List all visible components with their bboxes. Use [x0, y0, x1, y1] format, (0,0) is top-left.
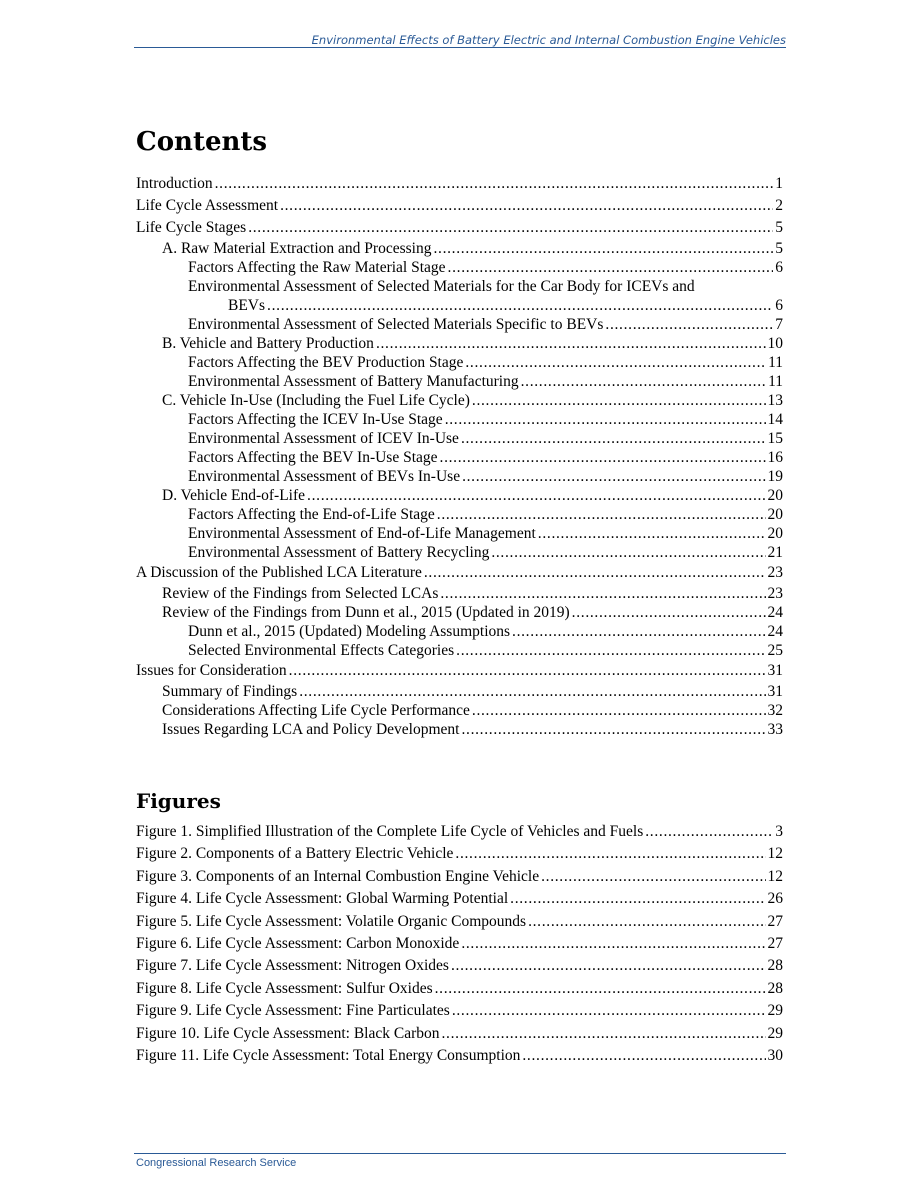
dot-leader	[442, 1023, 766, 1045]
dot-leader	[510, 888, 765, 910]
toc-line	[136, 1045, 783, 1067]
dot-leader	[424, 562, 766, 584]
toc-page-number: 19	[767, 468, 783, 485]
figure-entry-text: Figure 7. Life Cycle Assessment: Nitrogen Oxides	[136, 957, 449, 975]
figure-entry-text: Figure 9. Life Cycle Assessment: Fine Particulates	[136, 1002, 450, 1020]
dot-leader	[521, 372, 766, 391]
figure-page-number: 12	[767, 845, 783, 863]
dot-leader	[376, 334, 766, 353]
figure-entry[interactable]	[136, 821, 783, 843]
toc-page-number: 5	[775, 219, 783, 236]
toc-line	[136, 888, 783, 910]
toc-line	[136, 660, 783, 682]
figure-page-number: 30	[767, 1046, 783, 1064]
toc-line	[162, 334, 783, 353]
toc-entry-text: B. Vehicle and Battery Production	[162, 335, 374, 352]
toc-line	[136, 911, 783, 933]
toc-page-number: 14	[767, 411, 783, 428]
dot-leader	[605, 315, 773, 334]
dot-leader	[289, 660, 766, 682]
toc-line	[188, 641, 783, 660]
toc-entry[interactable]	[136, 524, 783, 543]
toc-line	[162, 603, 783, 622]
toc-page-number: 23	[767, 564, 783, 581]
toc-page-number: 24	[767, 604, 783, 621]
dot-leader	[435, 978, 766, 1000]
toc-line	[136, 843, 783, 865]
figure-page-number: 3	[775, 823, 783, 840]
figure-page-number: 26	[767, 890, 783, 908]
toc-page-number: 13	[767, 392, 783, 409]
header-rule	[134, 47, 786, 48]
toc-line	[136, 955, 783, 977]
toc-entry-text: A Discussion of the Published LCA Literature	[136, 564, 422, 581]
toc-entry-text: Factors Affecting the ICEV In-Use Stage	[188, 411, 443, 428]
toc-page-number: 25	[767, 642, 783, 659]
figure-entry[interactable]	[136, 911, 783, 933]
toc-page-number: 6	[775, 297, 783, 314]
toc-page-number: 33	[767, 721, 783, 738]
toc-entry-text: Factors Affecting the Raw Material Stage	[188, 259, 446, 276]
toc-entry[interactable]	[136, 682, 783, 701]
contents-title: Contents	[136, 127, 268, 157]
toc-entry[interactable]	[136, 239, 783, 258]
toc-entry[interactable]	[136, 353, 783, 372]
toc-entry-text: Environmental Assessment of BEVs In-Use	[188, 468, 461, 485]
toc-line	[136, 562, 783, 584]
dot-leader	[538, 524, 766, 543]
toc-line	[188, 296, 783, 315]
dot-leader	[299, 682, 765, 701]
toc-line	[188, 258, 783, 277]
toc-entry[interactable]	[136, 603, 783, 622]
toc-page-number: 15	[767, 430, 783, 447]
toc-entry-text: Environmental Assessment of ICEV In-Use	[188, 430, 459, 447]
dot-leader	[462, 467, 765, 486]
dot-leader	[541, 866, 765, 888]
toc-line	[188, 524, 783, 543]
toc-line	[162, 682, 783, 701]
figure-entry-text: Figure 2. Components of a Battery Electric Vehicle	[136, 845, 454, 863]
figure-page-number: 28	[767, 957, 783, 975]
toc-entry-text: Dunn et al., 2015 (Updated) Modeling Assumptions	[188, 623, 511, 640]
figure-entry-text: Figure 8. Life Cycle Assessment: Sulfur Oxides	[136, 979, 433, 997]
toc-entry[interactable]	[136, 584, 783, 603]
toc-page-number: 2	[775, 197, 783, 214]
figure-entry[interactable]	[136, 888, 783, 910]
toc-line	[162, 720, 783, 739]
dot-leader	[572, 603, 766, 622]
figure-entry[interactable]	[136, 1000, 783, 1022]
dot-leader	[280, 195, 773, 217]
toc-page-number: 20	[767, 525, 783, 542]
dot-leader	[437, 505, 766, 524]
toc-line	[162, 486, 783, 505]
figure-entry[interactable]	[136, 1045, 783, 1067]
toc-line	[188, 467, 783, 486]
toc-entry-text: Factors Affecting the BEV In-Use Stage	[188, 449, 438, 466]
footer-rule	[134, 1153, 786, 1154]
toc-entry-text: A. Raw Material Extraction and Processing	[162, 240, 432, 257]
toc-entry[interactable]	[136, 641, 783, 660]
toc-entry[interactable]	[136, 660, 783, 682]
toc-entry[interactable]	[136, 277, 783, 315]
dot-leader	[440, 448, 766, 467]
figures-title: Figures	[136, 789, 221, 813]
dot-leader	[465, 353, 766, 372]
figure-page-number: 29	[767, 1002, 783, 1020]
figure-page-number: 29	[767, 1024, 783, 1042]
figure-page-number: 27	[767, 934, 783, 952]
toc-line	[188, 429, 783, 448]
toc-line	[136, 217, 783, 239]
toc-entry[interactable]	[136, 701, 783, 720]
toc-entry[interactable]	[136, 505, 783, 524]
dot-leader	[461, 429, 766, 448]
toc-line	[162, 239, 783, 258]
toc-entry-text-line1: Environmental Assessment of Selected Materials for the Car Body for ICEVs and	[188, 278, 695, 295]
toc-entry-text: Summary of Findings	[162, 683, 298, 700]
figure-entry-text: Figure 5. Life Cycle Assessment: Volatile Organic Compounds	[136, 912, 527, 930]
figure-page-number: 27	[767, 912, 783, 930]
dot-leader	[461, 720, 765, 739]
toc-line	[188, 448, 783, 467]
dot-leader	[456, 641, 765, 660]
toc-entry[interactable]	[136, 467, 783, 486]
dot-leader	[440, 584, 765, 603]
toc-line	[162, 584, 783, 603]
toc-line	[188, 622, 783, 641]
toc-entry[interactable]	[136, 372, 783, 391]
running-header: Environmental Effects of Battery Electric and Internal Combustion Engine Vehicles	[311, 33, 786, 47]
dot-leader	[448, 258, 774, 277]
dot-leader	[645, 821, 773, 843]
dot-leader	[512, 622, 765, 641]
figure-entry[interactable]	[136, 978, 783, 1000]
toc-entry[interactable]	[136, 217, 783, 239]
toc-entry[interactable]	[136, 334, 783, 353]
toc-page-number: 21	[767, 544, 783, 561]
toc-entry[interactable]	[136, 410, 783, 429]
dot-leader	[472, 391, 766, 410]
toc-page-number: 11	[768, 373, 783, 390]
toc-page-number: 20	[767, 487, 783, 504]
figure-entry-text: Figure 3. Components of an Internal Combustion Engine Vehicle	[136, 867, 540, 885]
toc-entry-text: Issues Regarding LCA and Policy Development	[162, 721, 460, 738]
toc-line	[136, 933, 783, 955]
toc-page-number: 1	[775, 175, 783, 192]
dot-leader	[433, 239, 773, 258]
toc-entry[interactable]	[136, 258, 783, 277]
toc-page-number: 20	[767, 506, 783, 523]
toc-page-number: 31	[767, 683, 783, 700]
toc-page-number: 24	[767, 623, 783, 640]
toc-line	[162, 391, 783, 410]
toc-line	[136, 1023, 783, 1045]
figure-entry-text: Figure 1. Simplified Illustration of the Complete Life Cycle of Vehicles and Fuels	[136, 823, 644, 840]
toc-entry[interactable]	[136, 562, 783, 584]
figure-entry[interactable]	[136, 866, 783, 888]
toc-line	[188, 410, 783, 429]
toc-line	[136, 866, 783, 888]
toc-line	[136, 1000, 783, 1022]
dot-leader	[267, 296, 773, 315]
toc-line	[188, 543, 783, 562]
toc-page-number: 23	[767, 585, 783, 602]
toc-entry-text: Life Cycle Assessment	[136, 197, 279, 214]
dot-leader	[307, 486, 765, 505]
toc-entry[interactable]	[136, 448, 783, 467]
dot-leader	[455, 843, 765, 865]
toc-entry-text: Environmental Assessment of End-of-Life Management	[188, 525, 536, 542]
toc-entry-text: Considerations Affecting Life Cycle Performance	[162, 702, 470, 719]
toc-line	[188, 315, 783, 334]
figure-page-number: 12	[767, 867, 783, 885]
figure-entry-text: Figure 11. Life Cycle Assessment: Total Energy Consumption	[136, 1046, 521, 1064]
toc-page-number: 11	[768, 354, 783, 371]
toc-line	[136, 195, 783, 217]
toc-line	[188, 372, 783, 391]
figure-entry[interactable]	[136, 933, 783, 955]
figures-list	[136, 821, 783, 1067]
toc-entry-text: BEVs	[228, 297, 266, 314]
dot-leader	[452, 1000, 766, 1022]
dot-leader	[522, 1045, 765, 1067]
dot-leader	[491, 543, 765, 562]
figure-entry-text: Figure 4. Life Cycle Assessment: Global Warming Potential	[136, 890, 509, 908]
dot-leader	[451, 955, 766, 977]
figure-entry[interactable]	[136, 843, 783, 865]
toc-entry-text: Introduction	[136, 175, 213, 192]
toc-entry[interactable]	[136, 195, 783, 217]
toc-line	[136, 978, 783, 1000]
toc-page-number: 16	[767, 449, 783, 466]
figure-entry-text: Figure 6. Life Cycle Assessment: Carbon Monoxide	[136, 934, 460, 952]
toc-entry-text: D. Vehicle End-of-Life	[162, 487, 306, 504]
toc-entry-text: Environmental Assessment of Battery Manufacturing	[188, 373, 519, 390]
toc-entry-text: Issues for Consideration	[136, 662, 287, 679]
toc-page-number: 10	[767, 335, 783, 352]
dot-leader	[248, 217, 773, 239]
toc-line	[188, 353, 783, 372]
toc-page-number: 32	[767, 702, 783, 719]
toc-entry-text: Environmental Assessment of Selected Materials Specific to BEVs	[188, 316, 604, 333]
figure-entry[interactable]	[136, 1023, 783, 1045]
dot-leader	[528, 911, 765, 933]
footer-label: Congressional Research Service	[136, 1157, 297, 1169]
toc-entry[interactable]	[136, 429, 783, 448]
figure-entry-text: Figure 10. Life Cycle Assessment: Black Carbon	[136, 1024, 440, 1042]
toc-entry-text: Review of the Findings from Selected LCAs	[162, 585, 439, 602]
toc-entry[interactable]	[136, 173, 783, 195]
figure-page-number: 28	[767, 979, 783, 997]
toc-line	[162, 701, 783, 720]
dot-leader	[215, 173, 774, 195]
toc-entry-text: Selected Environmental Effects Categories	[188, 642, 455, 659]
toc-line	[136, 173, 783, 195]
dot-leader	[445, 410, 766, 429]
toc-line	[136, 821, 783, 843]
dot-leader	[472, 701, 766, 720]
toc-entry-text: Environmental Assessment of Battery Recycling	[188, 544, 490, 561]
toc-page-number: 6	[775, 259, 783, 276]
contents-list	[136, 173, 783, 739]
toc-page-number: 5	[775, 240, 783, 257]
toc-entry-text: Life Cycle Stages	[136, 219, 247, 236]
figure-entry[interactable]	[136, 955, 783, 977]
dot-leader	[461, 933, 765, 955]
toc-entry[interactable]	[136, 391, 783, 410]
toc-entry-text: C. Vehicle In-Use (Including the Fuel Life Cycle)	[162, 392, 470, 409]
toc-entry[interactable]	[136, 720, 783, 739]
toc-page-number: 31	[767, 662, 783, 679]
toc-entry[interactable]	[136, 543, 783, 562]
toc-entry-text: Factors Affecting the End-of-Life Stage	[188, 506, 435, 523]
toc-entry-text: Review of the Findings from Dunn et al., 2015 (Updated in 2019)	[162, 604, 570, 621]
toc-entry[interactable]	[136, 486, 783, 505]
toc-page-number: 7	[775, 316, 783, 333]
toc-line	[188, 505, 783, 524]
toc-entry[interactable]	[136, 622, 783, 641]
toc-entry-text: Factors Affecting the BEV Production Stage	[188, 354, 464, 371]
toc-entry[interactable]	[136, 315, 783, 334]
